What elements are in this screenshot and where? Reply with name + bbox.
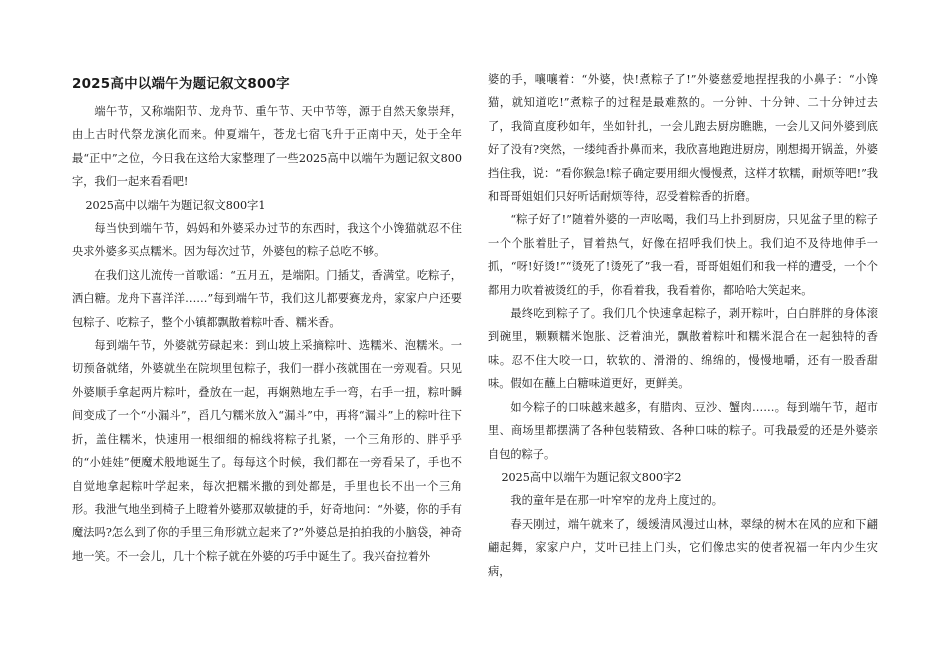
section-heading: 2025高中以端午为题记叙文800字1 <box>85 198 266 212</box>
paragraph-continued: 婆的手，嚷嚷着：“外婆，快!煮粽子了!”外婆慈爱地捏捏我的小鼻子：“小馋猫，就知道吃!”煮粽子的过程是最难熬的。一分钟、十分钟、二十分钟过去了，我简直度秒如年，坐如针扎，一会儿跑去厨房瞧瞧，一会儿又问外婆到底好了没有?突然，一缕纯香扑鼻而来，我欣喜地跑进厨房，刚想揭开锅盖，外婆挡住我，说：“看你猴急!粽子确定要用细火慢慢煮，这样才软糯，耐烦等吧!”我和哥哥姐姐们只好听话耐烦等待，忍受着粽香的折磨。 <box>488 73 878 204</box>
paragraph: 每到端午节，外婆就劳碌起来：到山坡上采摘粽叶、选糯米、泡糯米。一切预备就绪，外婆就坐在院坝里包粽子，我们一群小孩就围在一旁观看。只见外婆顺手拿起两片粽叶，叠放在一起，再娴熟地左手一弯，右手一扭，粽叶瞬间变成了一个“小漏斗”，舀几勺糯米放入“漏斗”中，再将“漏斗”上的粽叶往下折，盖住糯米，快速用一根细细的棉线将粽子扎紧，一个三角形的、胖乎乎的“小娃娃”便魔术般地诞生了。每每这个时候，我们都在一旁看呆了，手也不自觉地拿起粽叶学起来，每次把糯米撒的到处都是，手里也长不出一个三角形。我泄气地坐到椅子上瞪着外婆那双敏捷的手，好奇地问：“外婆，你的手有魔法吗?怎么到了你的手里三角形就立起来了?”外婆总是拍拍我的小脑袋，神奇地一笑。不一会儿，几十个粽子就在外婆的巧手中诞生了。我兴奋拉着外 <box>72 339 462 563</box>
paragraph: 每当快到端午节，妈妈和外婆采办过节的东西时，我这个小馋猫就忍不住央求外婆多买点糯米。因为每次过节，外婆包的粽子总吃不够。 <box>72 222 462 259</box>
paragraph: 春天刚过，端午就来了，缓缓清风漫过山林，翠绿的树木在风的应和下翩翩起舞，家家户户，艾叶已挂上门头，它们像忠实的使者祝福一年内少生灾病， <box>488 517 878 578</box>
left-column <box>72 74 462 568</box>
paragraph: 最终吃到粽子了。我们几个快速拿起粽子，剥开粽叶，白白胖胖的身体滚到碗里，颗颗糯米饱胀、泛着油光，飘散着粽叶和糯米混合在一起独特的香味。忍不住大咬一口，软软的、滑滑的、绵绵的，慢慢地嚼，还有一股香甜味。假如在蘸上白糖味道更好，更鲜美。 <box>488 307 878 391</box>
right-column <box>488 68 878 583</box>
paragraph: 端午节，又称端阳节、龙舟节、重午节、天中节等，源于自然天象崇拜，由上古时代祭龙演化而来。仲夏端午，苍龙七宿飞升于正南中天，处于全年最“正中”之位，今日我在这给大家整理了一些2025高中以端午为题记叙文800字，我们一起来看看吧! <box>72 105 462 189</box>
paragraph: 我的童年是在那一叶窄窄的龙舟上度过的。 <box>510 494 723 508</box>
document-title: 2025高中以端午为题记叙文800字 <box>72 76 290 92</box>
paragraph: 如今粽子的口味越来越多，有腊肉、豆沙、蟹肉……。每到端午节，超市里、商场里都摆满了各种包装精致、各种口味的粽子。可我最爱的还是外婆亲自包的粽子。 <box>488 400 878 461</box>
section-heading: 2025高中以端午为题记叙文800字2 <box>501 470 682 484</box>
paragraph: 在我们这儿流传一首歌谣：“五月五，是端阳。门插艾，香满堂。吃粽子，洒白糖。龙舟下喜洋洋……”每到端午节，我们这儿都要赛龙舟，家家户户还要包粽子、吃粽子，整个小镇都飘散着粽叶香、糯米香。 <box>72 268 462 329</box>
paragraph: “粽子好了!”随着外婆的一声吆喝，我们马上扑到厨房，只见盆子里的粽子一个个胀着肚子，冒着热气，好像在招呼我们快上。我们迫不及待地伸手一抓，“呀!好烫!”“烫死了!烫死了”我一看，哥哥姐姐们和我一样的遭受，一个个都用力吹着被烫红的手，你看着我，我看着你，都哈哈大笑起来。 <box>488 213 878 297</box>
